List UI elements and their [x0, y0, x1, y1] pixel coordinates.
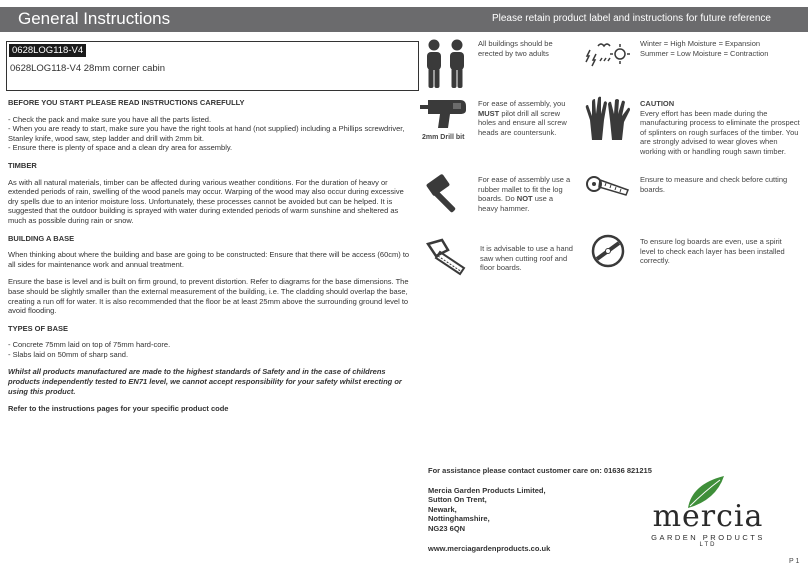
drill-tip-post: pilot drill all screw holes and ensure all screw heads are countersunk. — [478, 108, 567, 137]
adults-tip: All buildings should be erected by two adults — [478, 39, 553, 58]
before-body: - Check the pack and make sure you have all the parts listed. - When you are ready to start, make sure you have the right tools at hand (not supplied) including a Phillips screwdriver, Stanley knife, wood saw, step ladder and drill with 2mm bit. - Ensure there is plenty of space and a clean dry area for assembly. — [8, 114, 405, 153]
timber-body: As with all natural materials, timber can be affected during various weather conditions. For the duration of heavy or extended periods of rain, swelling of the wood panels may occur. Warping of the wood may also occur during excessive dry spells due to an interior moisture loss. Unfortunately, these processes cannot be avoided but can be helped. It is suggested that the outdoor building is sprayed with water during extended periods of warm sunshine and sheltered as much as possible during rain or snow. — [8, 177, 404, 225]
drill-icon — [420, 96, 470, 130]
spirit-level-icon — [590, 233, 626, 269]
drill-tip-pre: For ease of assembly, you — [478, 99, 566, 108]
disclaimer: Whilst all products manufactured are made to the highest standards of Safety and in the case of childrens products independently tested to EN71 level, we cannot accept responsibility for your safety whilst erecting or using this product. — [8, 367, 402, 396]
product-code: 0628LOG118-V4 — [9, 44, 86, 57]
product-box — [6, 41, 419, 91]
two-people-icon — [422, 38, 470, 90]
saw-tip: It is advisable to use a hand saw when cutting roof and floor boards. — [480, 244, 573, 273]
address-line: Sutton On Trent, — [428, 495, 487, 505]
mallet-tip-post: use a heavy hammer. — [478, 194, 554, 213]
weather-icon — [582, 40, 632, 70]
measure-tip: Ensure to measure and check before cutting boards. — [640, 175, 788, 194]
logo-sub1: GARDEN PRODUCTS — [651, 533, 765, 542]
mercia-logo — [642, 474, 774, 550]
hand-saw-icon — [424, 238, 468, 276]
instructions-column — [8, 98, 412, 422]
types-body: - Concrete 75mm laid on top of 75mm hard-core. - Slabs laid on 50mm of sharp sand. — [8, 340, 171, 359]
base-heading: BUILDING A BASE — [8, 233, 75, 243]
drill-tip-must: MUST — [478, 108, 500, 118]
base-body-2: Ensure the base is level and is built on firm ground, to prevent distortion. Refer to diagrams for the base dimensions. The base should be slightly smaller than the external measurement of the building, i.e. The cladding should overlap the base, creating a run off for water. It is also recommended that the floor be at least 25mm above the surrounding ground level to avoid flooding. — [8, 277, 409, 316]
level-tip: To ensure log boards are even, use a spirit level to check each layer has been installed correctly. — [640, 237, 785, 266]
drill-tip — [478, 99, 574, 137]
product-name: 0628LOG118-V4 28mm corner cabin — [10, 63, 166, 74]
address-line: Newark, — [428, 504, 457, 514]
caution-title: CAUTION — [640, 99, 675, 108]
before-heading: BEFORE YOU START PLEASE READ INSTRUCTIONS CAREFULLY — [8, 98, 245, 107]
base-body-1: When thinking about where the building and base are going to be constructed: Ensure that there will be access (60cm) to all sides for maintenance work and annual treatment. — [8, 250, 410, 269]
header-bar — [0, 7, 808, 32]
website-link[interactable]: www.merciagardenproducts.co.uk — [428, 543, 551, 553]
tape-measure-icon — [584, 172, 632, 200]
assist-line: For assistance please contact customer care on: 01636 821215 — [428, 466, 652, 475]
header-note: Please retain product label and instructions for future reference — [491, 13, 771, 24]
types-heading: TYPES OF BASE — [8, 323, 69, 333]
drill-bit-label: 2mm Drill bit — [422, 134, 465, 141]
timber-heading: TIMBER — [8, 160, 37, 170]
address-block — [428, 486, 668, 534]
mallet-tip-not: NOT — [516, 194, 533, 204]
caution-body: Every effort has been made during the manufacturing process to eliminate the prospect of splinters on rough surfaces of the timber. You are strongly advised to wear gloves when working with or handling rough sawn timber. — [640, 108, 800, 156]
mallet-tip-pre: For ease of assembly use a rubber mallet to fit the log boards. Do — [478, 175, 571, 204]
mallet-tip — [478, 175, 574, 213]
logo-word: mercia — [652, 499, 764, 534]
weather-tip: Winter = High Moisture = Expansion Summer = Low Moisture = Contraction — [640, 39, 769, 58]
address-line: Mercia Garden Products Limited, — [428, 485, 546, 495]
refer-note: Refer to the instructions pages for your specific product code — [8, 404, 229, 414]
address-line: NG23 6QN — [428, 523, 466, 533]
address-line: Nottinghamshire, — [428, 514, 490, 524]
contact-block — [428, 466, 668, 553]
caution-tip — [640, 99, 802, 157]
logo-sub2: LTD — [699, 542, 717, 548]
gloves-icon — [584, 96, 632, 142]
page-number: P 1 — [789, 558, 800, 565]
mallet-icon — [424, 172, 468, 214]
page-title: General Instructions — [18, 9, 171, 28]
